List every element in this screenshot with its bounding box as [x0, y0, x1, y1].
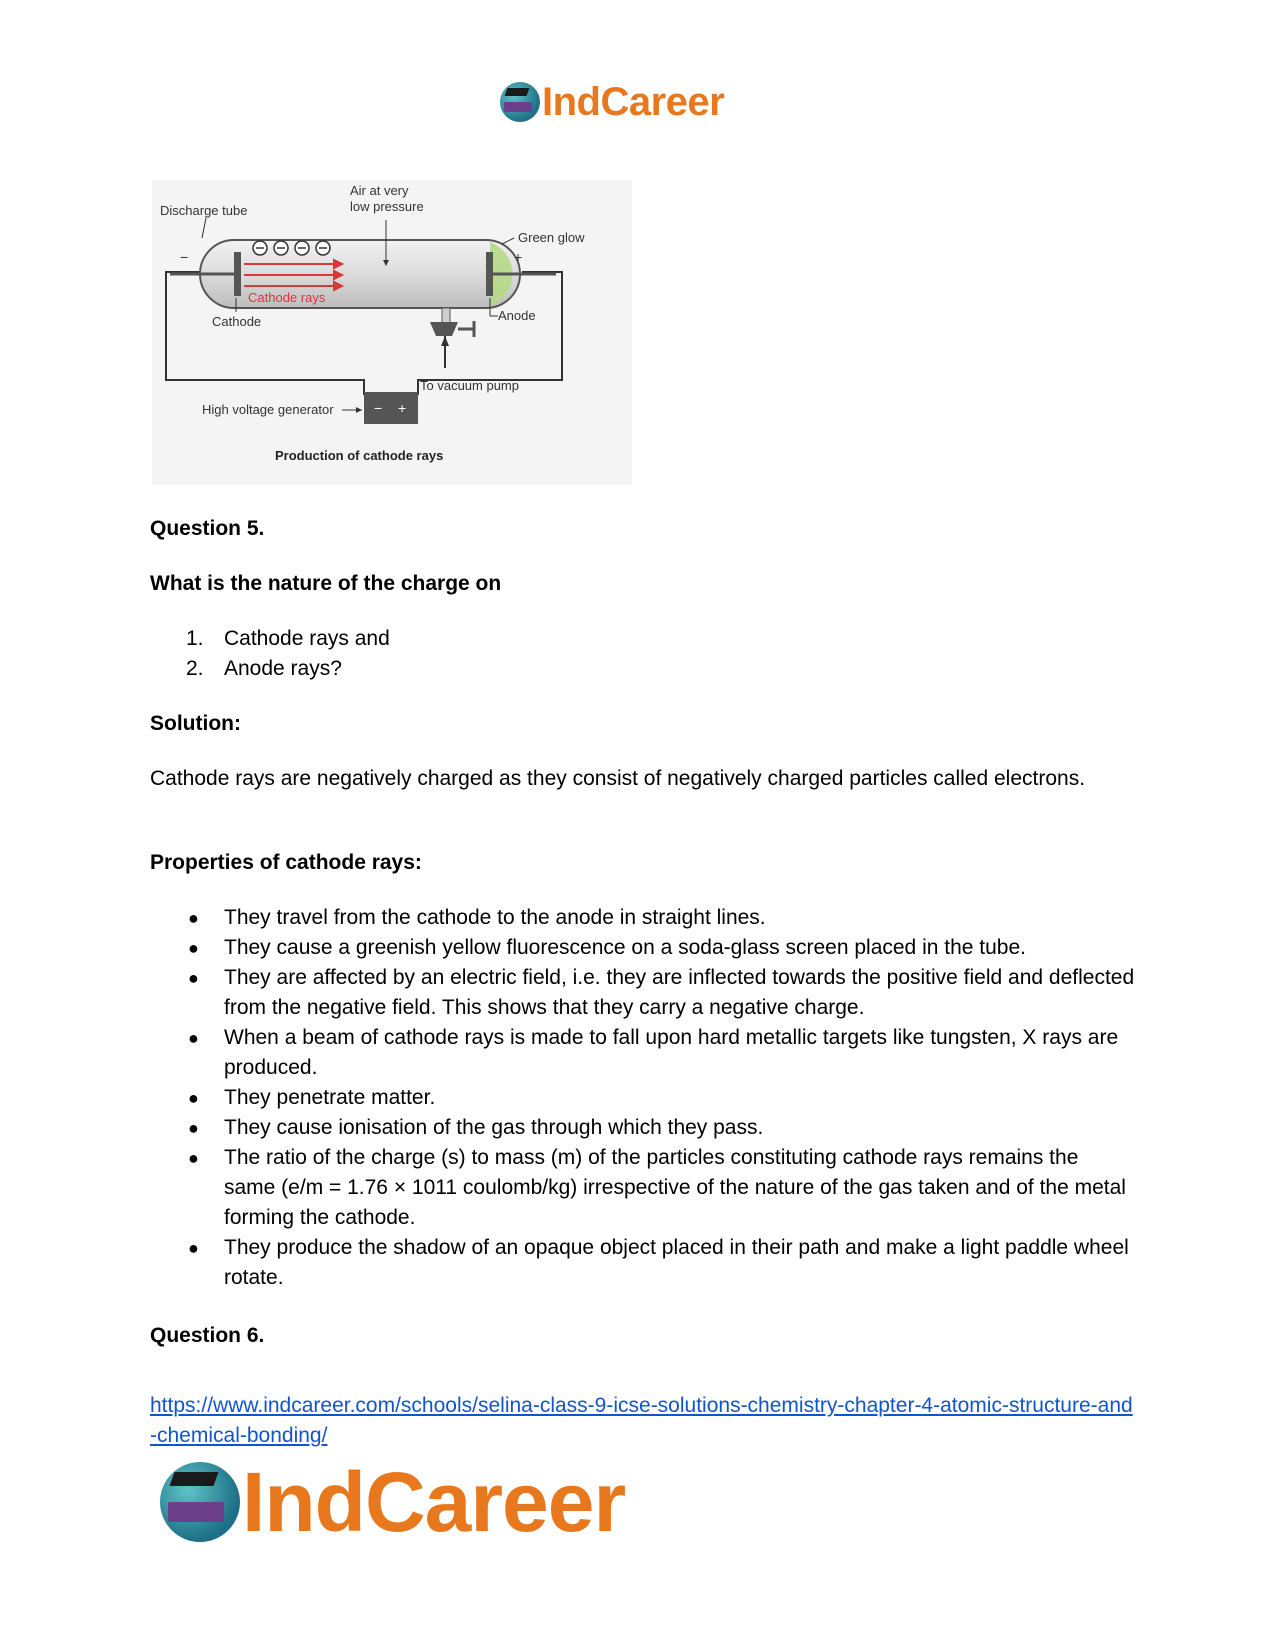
label-air-line1: Air at very: [350, 183, 409, 198]
cathode-ray-diagram: [152, 180, 632, 485]
label-cathode-rays: Cathode rays: [248, 290, 326, 305]
label-hv-generator: High voltage generator: [202, 402, 334, 417]
list-item: [150, 654, 1135, 684]
label-discharge-tube: Discharge tube: [160, 203, 248, 218]
properties-heading: Properties of cathode rays:: [150, 851, 422, 874]
label-cathode: Cathode: [212, 314, 262, 329]
label-air-line2: low pressure: [350, 199, 424, 214]
list-item: [150, 1233, 1135, 1293]
graduation-globe-icon: [160, 1462, 240, 1542]
solution-paragraph: Cathode rays are negatively charged as they consist of negatively charged particles called electrons.: [150, 767, 1086, 790]
diagram-caption: Production of cathode rays: [275, 448, 444, 463]
anode-plate: [486, 252, 493, 296]
footer-logo: [160, 1455, 626, 1549]
label-green-glow: Green glow: [518, 230, 585, 245]
question-5-title: Question 5.: [150, 517, 265, 540]
label-anode: Anode: [498, 308, 536, 323]
list-text: They are affected by an electric field, i.e. they are inflected towards the positive field and deflected from the negative field. This shows that they carry a negative charge.: [224, 966, 1135, 1019]
question-6-title: Question 6.: [150, 1324, 265, 1347]
list-item: [150, 1083, 1135, 1113]
list-item: [150, 1143, 1135, 1233]
solution-heading: Solution:: [150, 712, 241, 735]
list-text: They penetrate matter.: [224, 1086, 436, 1109]
question-5-list: [150, 624, 1135, 684]
list-text: Cathode rays and: [224, 627, 390, 650]
bullet-icon: ●: [188, 1238, 199, 1258]
list-text: They produce the shadow of an opaque object placed in their path and make a light paddle wheel rotate.: [224, 1236, 1129, 1289]
bullet-icon: ●: [188, 968, 199, 988]
list-item: [150, 1023, 1135, 1083]
bullet-icon: ●: [188, 1118, 199, 1138]
bullet-icon: ●: [188, 1148, 199, 1168]
list-number: 1.: [186, 627, 204, 650]
label-plus-terminal: +: [514, 249, 523, 265]
list-text: When a beam of cathode rays is made to fall upon hard metallic targets like tungsten, X rays are produced.: [224, 1026, 1119, 1079]
list-item: [150, 903, 1135, 933]
source-link[interactable]: https://www.indcareer.com/schools/selina-class-9-icse-solutions-chemistry-chapter-4-atomic-structure-and-chemical-bonding/: [150, 1394, 1133, 1447]
list-text: They cause a greenish yellow fluorescence on a soda-glass screen placed in the tube.: [224, 936, 1026, 959]
label-vacuum-pump: To vacuum pump: [420, 378, 519, 393]
list-text: They cause ionisation of the gas through which they pass.: [224, 1116, 764, 1139]
generator-plus: +: [398, 400, 407, 416]
list-item: [150, 963, 1135, 1023]
generator-minus: −: [374, 400, 383, 416]
graduation-globe-icon: [500, 82, 540, 122]
list-number: 2.: [186, 657, 204, 680]
bullet-icon: ●: [188, 938, 199, 958]
bullet-icon: ●: [188, 908, 199, 928]
generator-box: [364, 392, 418, 424]
cathode-plate: [234, 252, 241, 296]
list-item: [150, 1113, 1135, 1143]
question-5-prompt: What is the nature of the charge on: [150, 572, 502, 595]
list-item: [150, 624, 1135, 654]
list-item: [150, 933, 1135, 963]
cathode-ray-arrows: [244, 260, 342, 290]
footer-logo-text: IndCareer: [242, 1455, 626, 1549]
bullet-icon: ●: [188, 1088, 199, 1108]
list-text: They travel from the cathode to the anode in straight lines.: [224, 906, 766, 929]
header-logo-text: IndCareer: [542, 80, 725, 124]
header-logo: [500, 80, 724, 124]
label-minus-terminal: −: [180, 249, 189, 265]
properties-list: [150, 903, 1135, 1293]
valve-icon: [430, 322, 458, 336]
list-text: The ratio of the charge (s) to mass (m) of the particles constituting cathode rays remains the same (e/m = 1.76 × 1011 coulomb/kg) irrespective of the nature of the gas taken and of the metal forming the cathode.: [224, 1146, 1126, 1229]
list-text: Anode rays?: [224, 657, 342, 680]
bullet-icon: ●: [188, 1028, 199, 1048]
